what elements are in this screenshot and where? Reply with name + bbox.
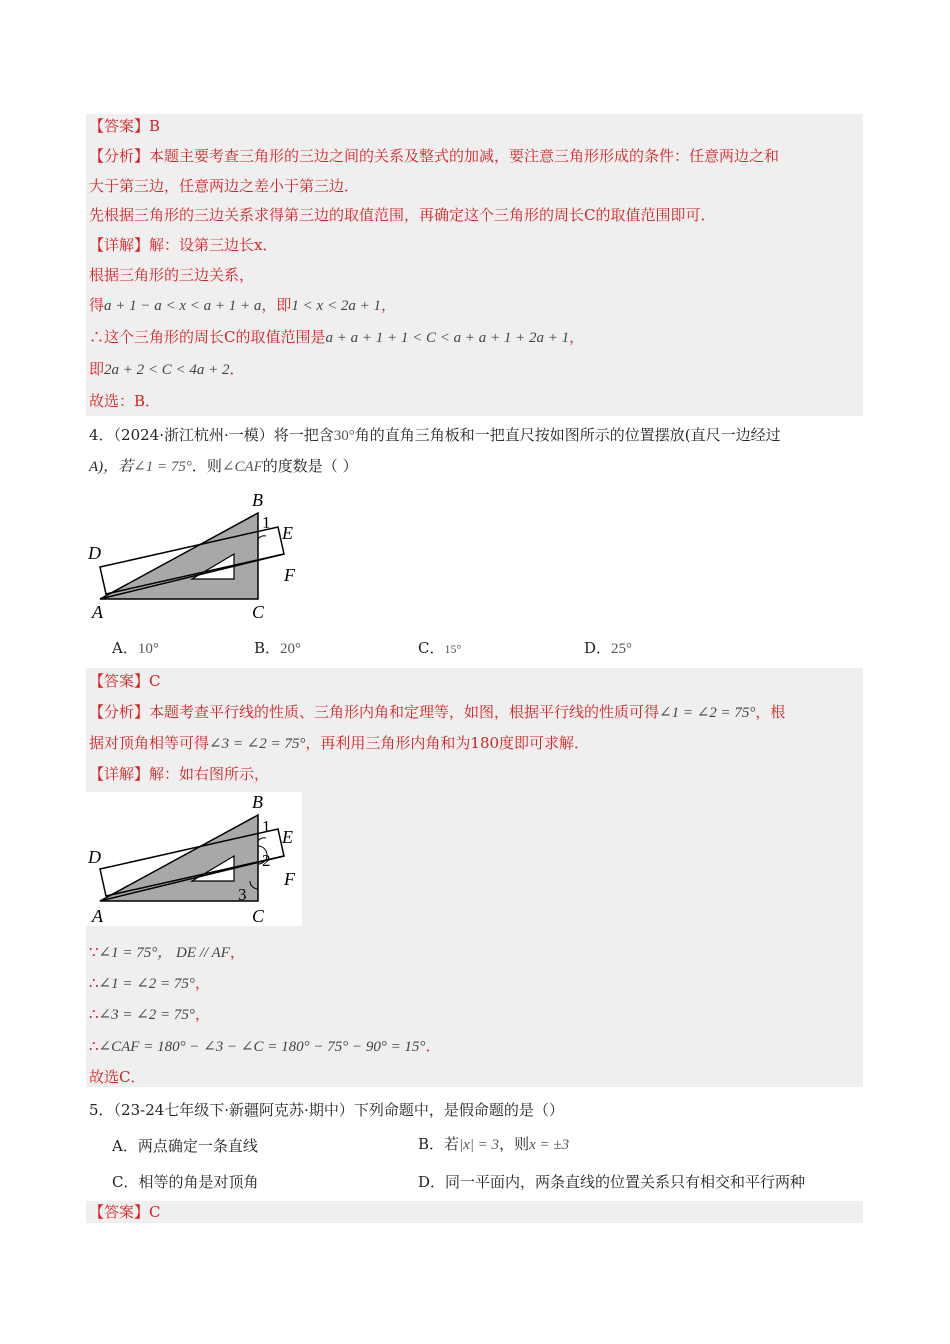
answer-value: B [149, 117, 161, 135]
q4-option-c[interactable] [418, 638, 461, 659]
q5-option-b[interactable] [418, 1134, 569, 1155]
analysis-text: ，再利用三角形内角和为180度即可求解． [305, 734, 590, 752]
text: 得 [89, 296, 105, 314]
q4-figure [86, 486, 316, 626]
q4-step-1 [89, 942, 245, 963]
q4-option-a[interactable] [112, 638, 159, 659]
analysis-tag: 【分析】 [89, 147, 150, 165]
q3-detail-line-5 [89, 359, 245, 380]
math-inequality: 2a + 2 < C < 4a + 2 [104, 362, 230, 378]
label-E: E [282, 523, 293, 543]
q4-detail-line-1 [89, 764, 269, 784]
text: ，即 [261, 296, 292, 314]
q4-step-3 [89, 1004, 210, 1025]
q3-answer [89, 116, 160, 136]
detail-text: 解：设第三边长x． [149, 236, 278, 254]
answer-tag: 【答案】 [89, 672, 150, 690]
math-inequality: a + a + 1 + 1 < C < a + a + 1 + 2a + 1 [325, 330, 570, 346]
question-text: 的度数是（ ） [262, 457, 358, 475]
answer-value: C [149, 672, 161, 690]
label-3: 3 [238, 885, 247, 904]
q3-analysis-line-3: 先根据三角形的三边关系求得第三边的取值范围，再确定这个三角形的周长C的取值范围即可． [89, 206, 716, 224]
q4-answer [89, 671, 161, 691]
detail-text: 解：如右图所示， [149, 765, 270, 783]
question-number: 4． [89, 426, 114, 444]
q4-solution-figure [86, 788, 316, 928]
label-A: A [92, 602, 103, 622]
text: ∴这个三角形的周长C的取值范围是 [89, 328, 326, 346]
label-D: D [88, 847, 101, 867]
option-text: B．若 [418, 1135, 460, 1153]
option-value: 10° [137, 641, 159, 657]
math-expression: |x| = 3 [459, 1137, 500, 1153]
q3-detail-line-1 [89, 235, 277, 255]
question-source: （2024·浙江杭州·一模）将一把含 [113, 426, 334, 444]
label-D: D [88, 543, 101, 563]
option-letter: D． [584, 639, 612, 657]
option-letter: B． [254, 639, 281, 657]
analysis-text: 本题主要考查三角形的三边之间的关系及整式的加减，要注意三角形形成的条件：任意两边之和 [149, 147, 780, 165]
angle-1-arc [258, 838, 266, 841]
therefore-symbol: ∴ [89, 1005, 99, 1023]
math-statement: ∠1 = 75°， DE // AF [98, 945, 230, 961]
label-1: 1 [262, 817, 271, 836]
analysis-tag: 【分析】 [89, 703, 150, 721]
question-text: A)，若 [89, 459, 134, 475]
text: 即 [89, 360, 105, 378]
detail-tag: 【详解】 [89, 236, 150, 254]
label-F: F [284, 565, 295, 585]
math-angle: ∠1 = 75° [133, 459, 192, 475]
label-C: C [252, 906, 265, 926]
therefore-symbol: ∴ [89, 1037, 99, 1055]
answer-tag: 【答案】 [89, 117, 150, 135]
analysis-text: 据对顶角相等可得 [89, 734, 210, 752]
math-equation: ∠3 = ∠2 = 75° [209, 736, 306, 752]
option-letter: A． [112, 639, 138, 657]
therefore-symbol: ∴ [89, 974, 99, 992]
q3-choose: 故选：B． [89, 392, 161, 410]
label-E: E [282, 827, 293, 847]
q3-analysis-line-1 [89, 146, 779, 166]
q5-option-a[interactable]: A．两点确定一条直线 [112, 1137, 258, 1155]
detail-tag: 【详解】 [89, 765, 150, 783]
q5-option-d[interactable]: D．同一平面内，两条直线的位置关系只有相交和平行两种 [418, 1173, 806, 1191]
math-statement: ∠3 = ∠2 = 75° [98, 1007, 195, 1023]
q3-analysis-line-2: 大于第三边，任意两边之差小于第三边． [89, 177, 360, 195]
q4-option-d[interactable] [584, 638, 632, 659]
math-statement: ∠1 = ∠2 = 75° [98, 976, 195, 992]
q4-choose: 故选C． [89, 1068, 146, 1086]
math-inequality: 1 < x < 2a + 1 [291, 298, 381, 314]
text: ， [569, 328, 585, 346]
text: ， [229, 943, 245, 961]
text: ． [229, 360, 245, 378]
label-B: B [252, 490, 263, 510]
option-value: 25° [611, 641, 633, 657]
q3-detail-line-2: 根据三角形的三边关系， [89, 266, 255, 284]
option-value: 20° [280, 641, 302, 657]
answer-value: C [149, 1203, 161, 1221]
q4-step-2 [89, 973, 210, 994]
option-text: ，则 [499, 1135, 530, 1153]
q3-detail-line-3 [89, 295, 396, 316]
question-number: 5． [89, 1101, 114, 1119]
math-angle: 30° [333, 428, 355, 444]
text: ， [380, 296, 396, 314]
q5-stem [89, 1100, 564, 1120]
q5-answer-block [86, 1201, 863, 1223]
q4-stem-line-2 [89, 456, 358, 477]
option-letter: C． [418, 639, 445, 657]
label-1: 1 [262, 513, 271, 532]
q4-analysis-line-2 [89, 733, 589, 754]
angle-1-arc [258, 536, 266, 539]
label-C: C [252, 602, 265, 622]
q4-step-4 [89, 1036, 440, 1057]
math-angle: ∠CAF [221, 459, 263, 475]
q3-detail-line-4 [89, 327, 584, 348]
text: ， [194, 974, 210, 992]
text: ， [194, 1005, 210, 1023]
label-B: B [252, 792, 263, 812]
label-A: A [92, 906, 103, 926]
math-statement: ∠CAF = 180° − ∠3 − ∠C = 180° − 75° − 90° = 15° [98, 1039, 426, 1055]
question-text: ．则 [191, 457, 222, 475]
option-value: 15° [444, 642, 462, 656]
analysis-text: 本题考查平行线的性质、三角形内角和定理等，如图，根据平行线的性质可得 [149, 703, 660, 721]
question-text: （23-24七年级下·新疆阿克苏·期中）下列命题中，是假命题的是（） [113, 1101, 564, 1119]
q4-analysis-line-1 [89, 702, 785, 723]
math-inequality: a + 1 − a < x < a + 1 + a [104, 298, 262, 314]
math-expression: x = ±3 [529, 1137, 570, 1153]
answer-tag: 【答案】 [89, 1203, 150, 1221]
q5-answer [89, 1202, 161, 1222]
text: ． [425, 1037, 441, 1055]
math-equation: ∠1 = ∠2 = 75° [659, 705, 756, 721]
analysis-text: ，根 [755, 703, 786, 721]
q5-option-c[interactable]: C．相等的角是对顶角 [112, 1173, 259, 1191]
question-text: 角的直角三角板和一把直尺按如图所示的位置摆放(直尺一边经过 [354, 426, 781, 444]
q4-option-b[interactable] [254, 638, 301, 659]
because-symbol: ∵ [89, 943, 99, 961]
label-F: F [284, 869, 295, 889]
q4-stem-line-1 [89, 425, 781, 446]
label-2: 2 [262, 851, 271, 870]
